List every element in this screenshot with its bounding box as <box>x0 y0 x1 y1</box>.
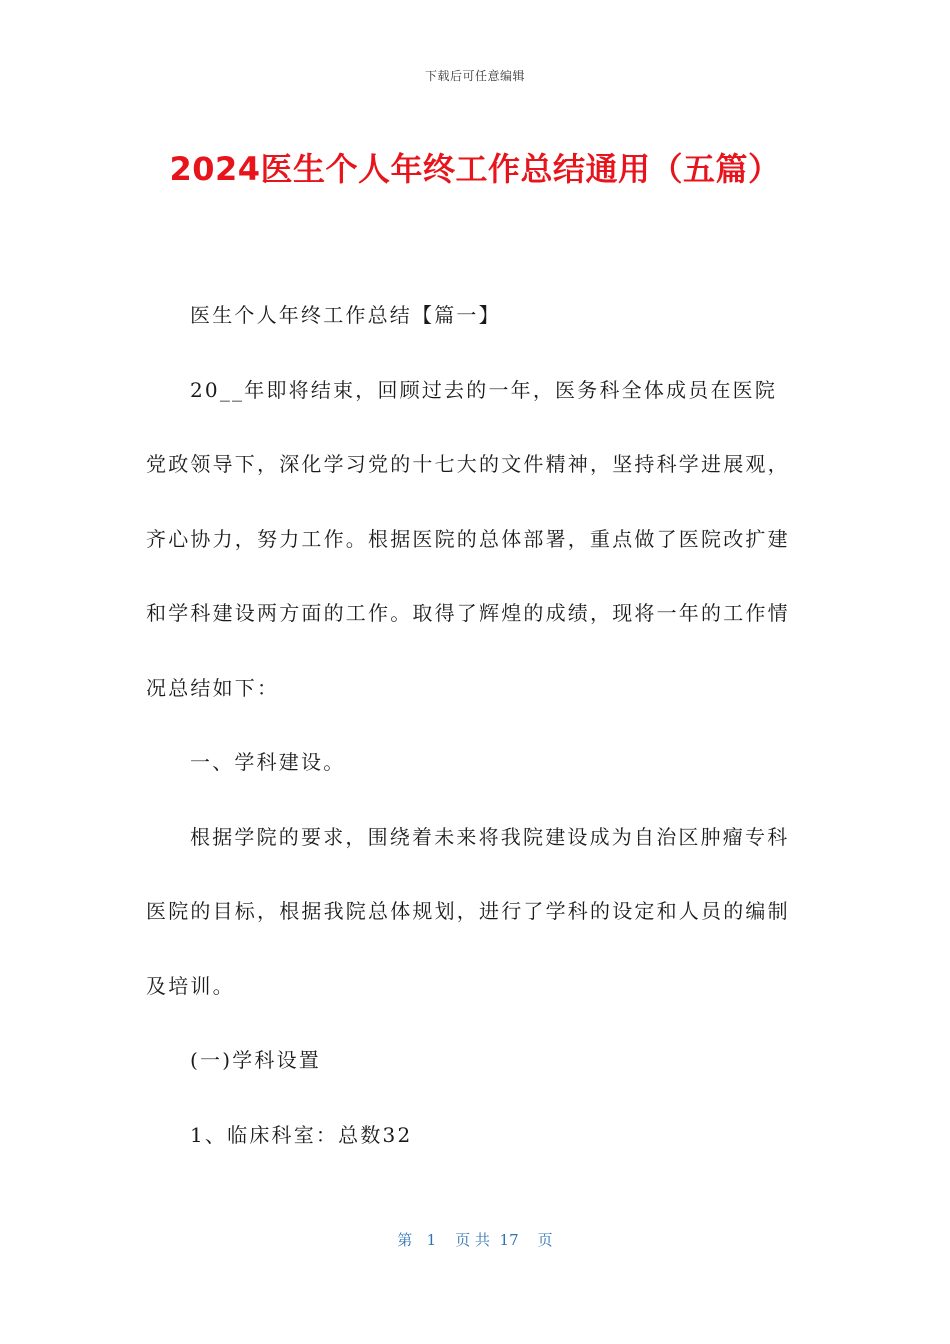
section-heading: 医生个人年终工作总结【篇一】 <box>190 303 501 327</box>
paragraph: 20__年即将结束，回顾过去的一年，医务科全体成员在医院党政领导下，深化学习党的十七大的文件精神，坚持科学进展观，齐心协力，努力工作。根据医院的总体部署，重点做了医院改扩建和学科建设两方面的工作。取得了辉煌的成绩，现将一年的工作情况总结如下： <box>146 377 790 700</box>
document-body <box>146 278 796 1172</box>
list-item: 1、临床科室：总数32 <box>190 1122 413 1147</box>
page-number-footer: 第 1 页 共 17 页 <box>397 1231 553 1249</box>
header-note: 下载后可任意编辑 <box>424 69 525 83</box>
subsection-heading: (一)学科设置 <box>190 1048 322 1072</box>
subsection-heading: 一、学科建设。 <box>190 750 346 774</box>
paragraph: 根据学院的要求，围绕着未来将我院建设成为自治区肿瘤专科医院的目标，根据我院总体规划，进行了学科的设定和人员的编制及培训。 <box>146 824 790 998</box>
document-title: 2024医生个人年终工作总结通用（五篇） <box>169 150 781 188</box>
